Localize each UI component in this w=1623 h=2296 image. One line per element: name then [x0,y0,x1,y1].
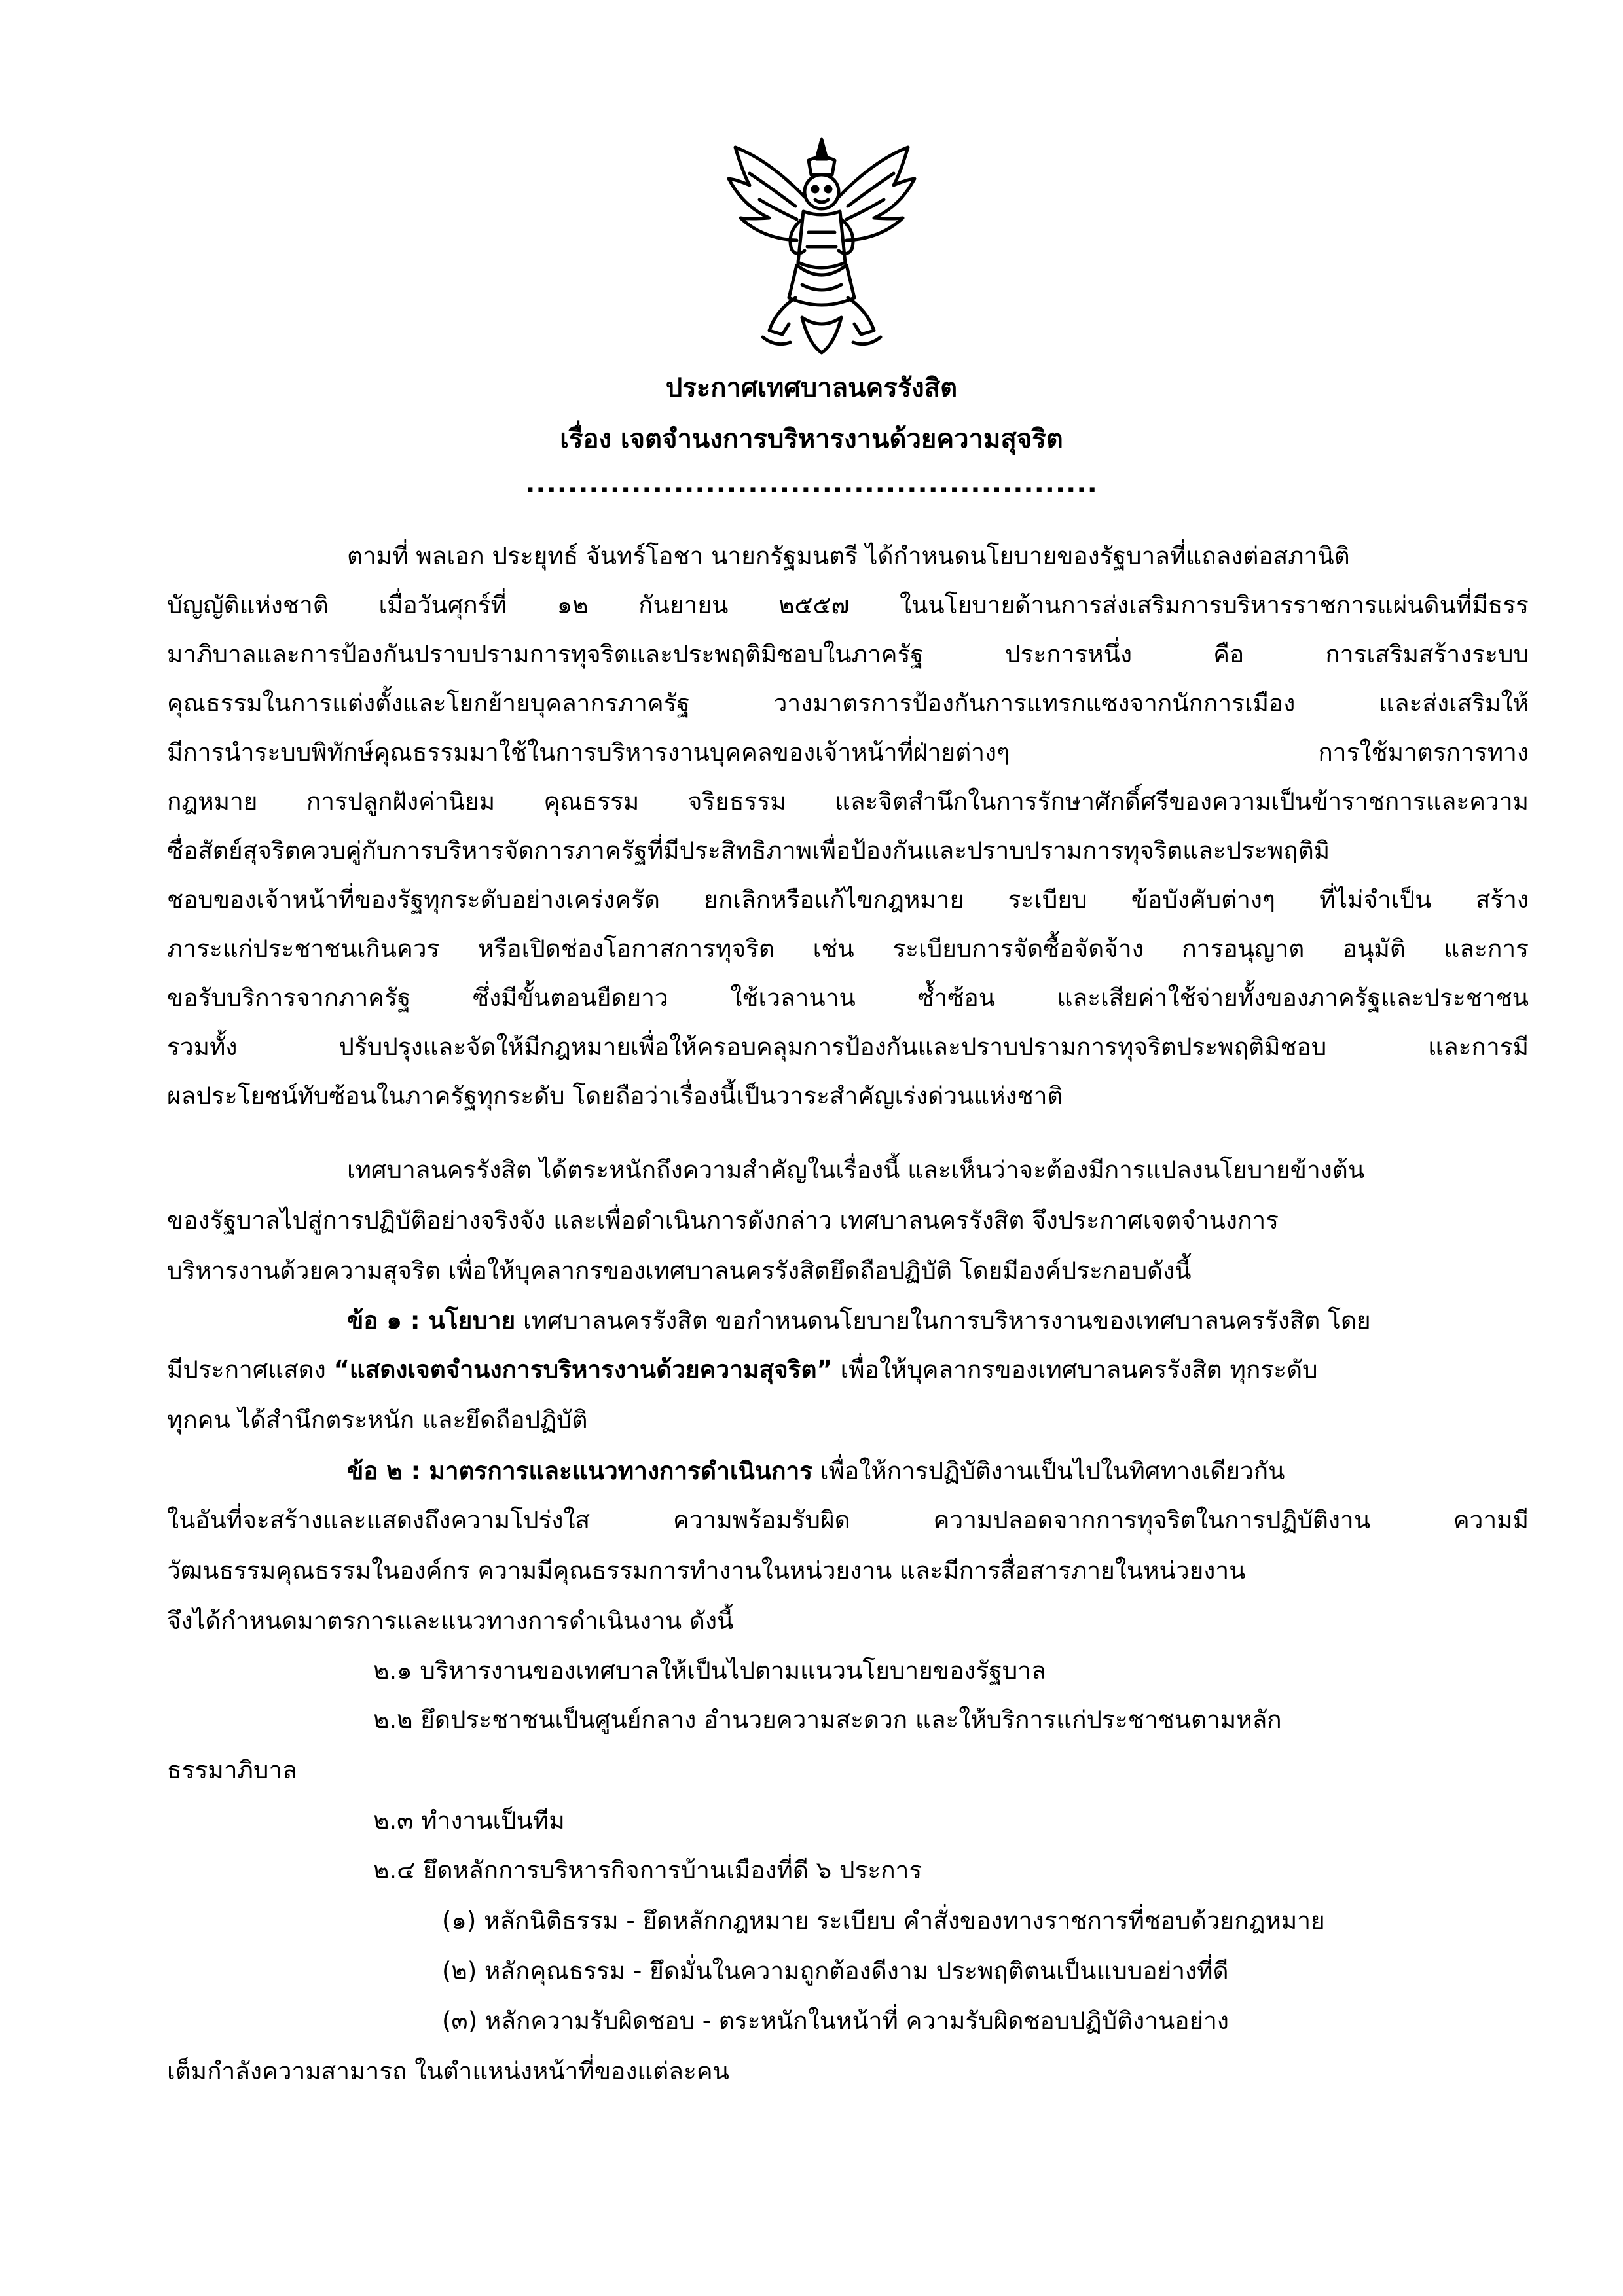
paragraph-line: กฎหมาย การปลูกฝังค่านิยม คุณธรรม จริยธรรม และจิตสำนึกในการรักษาศักดิ์ศรีของความเป็นข้าราชการและความ [167,787,1529,816]
sub-item-2-3: ๒.๓ ทำงานเป็นทีม [373,1806,565,1835]
paragraph-line: มีการนำระบบพิทักษ์คุณธรรมมาใช้ในการบริหารงานบุคคลของเจ้าหน้าที่ฝ่ายต่างๆ การใช้มาตรการทาง [167,738,1529,766]
principle-2: (๒) หลักคุณธรรม - ยึดมั่นในความถูกต้องดีงาม ประพฤติตนเป็นแบบอย่างที่ดี [442,1957,1229,1985]
announcement-title: ประกาศเทศบาลนครรังสิต [665,373,958,403]
garuda-emblem-icon [723,134,920,360]
item-1-line [167,1350,1318,1390]
item-2-line: จึงได้กำหนดมาตรการและแนวทางการดำเนินงาน ดังนี้ [167,1607,734,1635]
item-1-quote: “แสดงเจตจำนงการบริหารงานด้วยความสุจริต” [333,1355,833,1384]
paragraph-line: มาภิบาลและการป้องกันปราบปรามการทุจริตและประพฤติมิชอบในภาครัฐ ประการหนึ่ง คือ การเสริมสร้างระบบ [167,640,1529,668]
item-1-text: เทศบาลนครรังสิต ขอกำหนดนโยบายในการบริหารงานของเทศบาลนครรังสิต โดย [515,1306,1371,1335]
principle-1: (๑) หลักนิติธรรม - ยึดหลักกฎหมาย ระเบียบ คำสั่งของทางราชการที่ชอบด้วยกฎหมาย [442,1907,1325,1935]
paragraph-line: ซื่อสัตย์สุจริตควบคู่กับการบริหารจัดการภาครัฐที่มีประสิทธิภาพเพื่อป้องกันและปราบปรามการทุจริตและประพฤติมิ [167,836,1330,865]
paragraph-line: บัญญัติแห่งชาติ เมื่อวันศุกร์ที่ ๑๒ กันยายน ๒๕๕๗ ในนโยบายด้านการส่งเสริมการบริหารราชการแผ่นดินที่มีธรร [167,591,1529,619]
paragraph-line: เทศบาลนครรังสิต ได้ตระหนักถึงความสำคัญในเรื่องนี้ และเห็นว่าจะต้องมีการแปลงนโยบายข้างต้น [347,1156,1365,1184]
item-2-line: ในอันที่จะสร้างและแสดงถึงความโปร่งใส ความพร้อมรับผิด ความปลอดจากการทุจริตในการปฏิบัติงาน ความมี [167,1506,1529,1534]
item-1-text: เพื่อให้บุคลากรของเทศบาลนครรังสิต ทุกระดับ [832,1355,1318,1384]
paragraph-line: ชอบของเจ้าหน้าที่ของรัฐทุกระดับอย่างเคร่งครัด ยกเลิกหรือแก้ไขกฎหมาย ระเบียบ ข้อบังคับต่างๆ ที่ไม่จำเป็น สร้าง [167,886,1529,914]
item-2-heading: ข้อ ๒ : มาตรการและแนวทางการดำเนินการ [347,1457,813,1485]
paragraph-line: คุณธรรมในการแต่งตั้งและโยกย้ายบุคลากรภาครัฐ วางมาตรการป้องกันการแทรกแซงจากนักการเมือง และส่งเสริมให้ [167,689,1529,717]
principle-3: (๓) หลักความรับผิดชอบ - ตระหนักในหน้าที่ ความรับผิดชอบปฏิบัติงานอย่าง [442,2007,1229,2035]
paragraph-line: บริหารงานด้วยความสุจริต เพื่อให้บุคลากรของเทศบาลนครรังสิตยึดถือปฏิบัติ โดยมีองค์ประกอบดังนี้ [167,1257,1192,1285]
paragraph-line: ภาระแก่ประชาชนเกินควร หรือเปิดช่องโอกาสการทุจริต เช่น ระเบียบการจัดซื้อจัดจ้าง การอนุญาต อนุมัติ และการ [167,935,1529,963]
item-1-text: มีประกาศแสดง [167,1355,334,1384]
paragraph-line: รวมทั้ง ปรับปรุงและจัดให้มีกฎหมายเพื่อให้ครอบคลุมการป้องกันและปราบปรามการทุจริตประพฤติมิชอบ และการมี [167,1033,1529,1061]
sub-item-2-2-cont: ธรรมาภิบาล [167,1756,297,1784]
sub-item-2-2: ๒.๒ ยึดประชาชนเป็นศูนย์กลาง อำนวยความสะดวก และให้บริการแก่ประชาชนตามหลัก [373,1706,1282,1734]
principle-3-cont: เต็มกำลังความสามารถ ในตำแหน่งหน้าที่ของแต่ละคน [167,2057,729,2085]
sub-item-2-1: ๒.๑ บริหารงานของเทศบาลให้เป็นไปตามแนวนโยบายของรัฐบาล [373,1657,1046,1685]
paragraph-line: ผลประโยชน์ทับซ้อนในภาครัฐทุกระดับ โดยถือว่าเรื่องนี้เป็นวาระสำคัญเร่งด่วนแห่งชาติ [167,1082,1063,1110]
paragraph-line: ตามที่ พลเอก ประยุทธ์ จันทร์โอชา นายกรัฐมนตรี ได้กำหนดนโยบายของรัฐบาลที่แถลงต่อสภานิติ [347,542,1350,570]
paragraph-line: ของรัฐบาลไปสู่การปฏิบัติอย่างจริงจัง และเพื่อดำเนินการดังกล่าว เทศบาลนครรังสิต จึงประกาศเจตจำนงการ [167,1206,1279,1234]
item-2-text: เพื่อให้การปฏิบัติงานเป็นไปในทิศทางเดียวกัน [812,1457,1285,1485]
item-1-line: ทุกคน ได้สำนึกตระหนัก และยึดถือปฏิบัติ [167,1406,588,1434]
item-2-line [347,1452,1285,1491]
sub-item-2-4: ๒.๔ ยึดหลักการบริหารกิจการบ้านเมืองที่ดี ๖ ประการ [373,1856,922,1884]
item-2-line: วัฒนธรรมคุณธรรมในองค์กร ความมีคุณธรรมการทำงานในหน่วยงาน และมีการสื่อสารภายในหน่วยงาน [167,1556,1246,1585]
title-separator: ...................................................... [525,469,1098,499]
item-1-heading: ข้อ ๑ : นโยบาย [347,1306,516,1335]
item-1-line [347,1301,1371,1340]
announcement-subject: เรื่อง เจตจำนงการบริหารงานด้วยความสุจริต [560,424,1063,454]
paragraph-line: ขอรับบริการจากภาครัฐ ซึ่งมีขั้นตอนยืดยาว ใช้เวลานาน ซ้ำซ้อน และเสียค่าใช้จ่ายทั้งของภาครัฐและประชาชน [167,984,1529,1012]
